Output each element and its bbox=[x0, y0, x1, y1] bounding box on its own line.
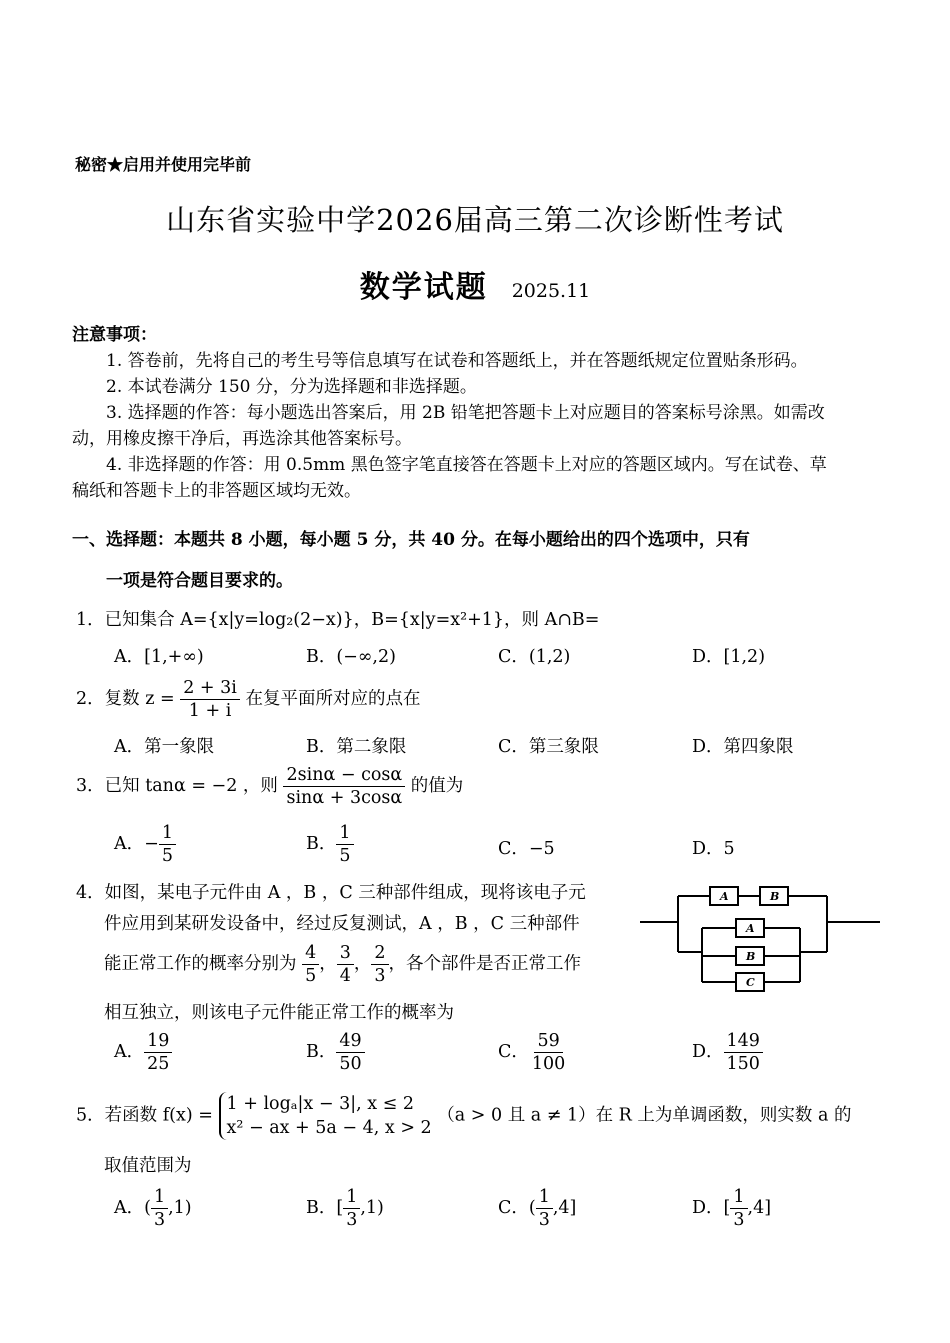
numerator: 2sinα − cosα bbox=[283, 764, 405, 787]
fraction bbox=[337, 942, 354, 987]
numerator: 19 bbox=[144, 1030, 172, 1053]
section-heading-cont: 一项是符合题目要求的。 bbox=[106, 571, 293, 591]
fraction bbox=[371, 942, 388, 987]
numerator: 1 bbox=[336, 822, 353, 845]
option-c bbox=[498, 1030, 568, 1075]
question-text: 如图，某电子元件由 A ，B ，C 三种部件组成，现将该电子元 bbox=[104, 883, 586, 903]
option-d: D．第四象限 bbox=[692, 737, 794, 757]
bracket: [ bbox=[336, 1198, 344, 1218]
question-3 bbox=[76, 764, 463, 809]
numerator: 59 bbox=[534, 1030, 562, 1053]
fraction bbox=[724, 1030, 763, 1075]
fraction bbox=[336, 1030, 364, 1075]
option-label: D． bbox=[692, 1198, 724, 1218]
question-5-line2: 取值范围为 bbox=[104, 1156, 192, 1176]
denominator: 100 bbox=[531, 1054, 566, 1074]
subject-line bbox=[0, 262, 950, 306]
question-number: 4． bbox=[76, 883, 105, 903]
option-a: A．第一象限 bbox=[114, 737, 215, 757]
question-text-pre: 若函数 f(x) = bbox=[104, 1105, 213, 1126]
option-b bbox=[306, 822, 354, 867]
denominator: 50 bbox=[339, 1054, 362, 1074]
option-label: B． bbox=[306, 1042, 337, 1062]
note-item: 1. 答卷前，先将自己的考生号等信息填写在试卷和答题纸上，并在答题纸规定位置贴条形码。 bbox=[106, 351, 808, 371]
question-2 bbox=[76, 677, 420, 722]
case-2: x² − ax + 5a − 4, x > 2 bbox=[226, 1118, 432, 1138]
option-label: A． bbox=[114, 1198, 145, 1218]
question-number: 1． bbox=[76, 610, 105, 630]
bracket: [ bbox=[723, 1198, 731, 1218]
option-b: B．第二象限 bbox=[306, 737, 407, 757]
option-d bbox=[692, 1030, 763, 1075]
denominator: 3 bbox=[538, 1210, 550, 1230]
denominator: sinα + 3cosα bbox=[286, 788, 403, 808]
denominator: 5 bbox=[305, 966, 317, 986]
denominator: 3 bbox=[733, 1210, 745, 1230]
numerator: 149 bbox=[724, 1030, 763, 1053]
diagram-label-c: C bbox=[746, 976, 755, 989]
option-value: 5 bbox=[723, 839, 735, 859]
denominator: 25 bbox=[147, 1054, 170, 1074]
fraction bbox=[180, 677, 240, 722]
note-item: 2. 本试卷满分 150 分，分为选择题和非选择题。 bbox=[106, 377, 477, 397]
option-value: −5 bbox=[528, 839, 555, 859]
diagram-label-b: B bbox=[746, 950, 756, 963]
fraction bbox=[159, 822, 176, 867]
exam-date: 2025.11 bbox=[511, 280, 591, 302]
question-text-post: （a > 0 且 a ≠ 1）在 R 上为单调函数，则实数 a 的 bbox=[437, 1105, 852, 1126]
option-d bbox=[692, 1186, 771, 1231]
confidential-notice: 秘密★启用并使用完毕前 bbox=[75, 155, 252, 174]
question-text-post: 在复平面所对应的点在 bbox=[245, 689, 421, 709]
denominator: 5 bbox=[339, 846, 351, 866]
question-text-pre: 能正常工作的概率分别为 bbox=[104, 954, 297, 974]
denominator: 3 bbox=[346, 1210, 358, 1230]
question-4-line3: 能正常工作的概率分别为 $\frac{4}{5}$ ， $\frac{3}{4}$ ， $\frac{2}{3}$ ，各个部件是否正常工作 bbox=[104, 943, 581, 986]
note-item: 3. 选择题的作答：每小题选出答案后，用 2B 铅笔把答题卡上对应题目的答案标号涂黑。如需改动，用橡皮擦干净后，再选涂其他答案标号。 bbox=[72, 403, 825, 449]
bracket: ,1) bbox=[360, 1198, 384, 1218]
bracket: ,1) bbox=[168, 1198, 192, 1218]
fraction bbox=[529, 1030, 568, 1075]
numerator: 4 bbox=[302, 942, 319, 965]
bracket: ( bbox=[144, 1198, 151, 1218]
case-1: 1 + logₐ|x − 3|, x ≤ 2 bbox=[226, 1094, 415, 1114]
numerator: 3 bbox=[337, 942, 354, 965]
question-text-post: 的值为 bbox=[410, 776, 464, 796]
option-c bbox=[498, 1186, 576, 1231]
option-b: B．(−∞,2) bbox=[306, 647, 396, 667]
piecewise-function bbox=[219, 1092, 432, 1140]
option-c: C．(1,2) bbox=[498, 647, 571, 667]
section-heading: 一、选择题：本题共 8 小题，每小题 5 分，共 40 分。在每小题给出的四个选项中，只有 bbox=[72, 530, 750, 550]
numerator: 1 bbox=[536, 1186, 553, 1209]
option-sign: − bbox=[144, 834, 159, 854]
option-label: B． bbox=[306, 834, 337, 854]
fraction bbox=[536, 1186, 553, 1231]
notes-heading: 注意事项： bbox=[72, 325, 157, 345]
numerator: 2 + 3i bbox=[180, 677, 240, 700]
option-a bbox=[114, 822, 176, 867]
denominator: 4 bbox=[339, 966, 351, 986]
option-a bbox=[114, 1186, 192, 1231]
numerator: 1 bbox=[343, 1186, 360, 1209]
note-item: 4. 非选择题的作答：用 0.5mm 黑色签字笔直接答在答题卡上对应的答题区域内。写在试卷、草稿纸和答题卡上的非答题区域均无效。 bbox=[72, 455, 827, 501]
question-number: 2． bbox=[76, 689, 105, 709]
bracket: ,4] bbox=[747, 1198, 772, 1218]
question-1 bbox=[76, 606, 599, 631]
question-text-pre: 已知 tanα = −2 ，则 bbox=[104, 776, 278, 796]
denominator: 3 bbox=[153, 1210, 166, 1230]
question-number: 5． bbox=[76, 1105, 105, 1126]
diagram-label-b: B bbox=[770, 890, 780, 903]
question-text: 已知集合 A={x|y=log₂(2−x)}，B={x|y=x²+1}，则 A∩B= bbox=[104, 610, 600, 630]
option-d bbox=[692, 835, 735, 860]
denominator: 1 + i bbox=[188, 701, 232, 721]
option-label: C． bbox=[498, 1042, 529, 1062]
question-4 bbox=[76, 879, 586, 904]
notes-block bbox=[72, 322, 832, 504]
fraction bbox=[336, 822, 353, 867]
fraction bbox=[283, 764, 405, 809]
subject-title: 数学试题 bbox=[359, 270, 488, 305]
fraction bbox=[302, 942, 319, 987]
numerator: 1 bbox=[730, 1186, 747, 1209]
option-a bbox=[114, 1030, 172, 1075]
option-d: D．[1,2) bbox=[692, 647, 766, 667]
option-label: D． bbox=[692, 1042, 724, 1062]
diagram-label-a: A bbox=[746, 922, 755, 935]
option-a: A．[1,+∞) bbox=[114, 647, 204, 667]
numerator: 2 bbox=[371, 942, 388, 965]
circuit-diagram bbox=[640, 880, 885, 1000]
option-label: A． bbox=[114, 834, 145, 854]
fraction bbox=[343, 1186, 360, 1231]
option-b bbox=[306, 1186, 384, 1231]
fraction bbox=[151, 1186, 168, 1231]
option-c bbox=[498, 835, 555, 860]
numerator: 49 bbox=[336, 1030, 364, 1053]
bracket: ( bbox=[528, 1198, 536, 1218]
option-label: C． bbox=[498, 1198, 529, 1218]
numerator: 1 bbox=[159, 822, 176, 845]
numerator: 1 bbox=[151, 1186, 168, 1209]
question-text-pre: 复数 z = bbox=[104, 689, 175, 709]
option-b bbox=[306, 1030, 365, 1075]
denominator: 5 bbox=[161, 846, 173, 866]
question-4-line4: 相互独立，则该电子元件能正常工作的概率为 bbox=[104, 1003, 454, 1023]
fraction bbox=[144, 1030, 172, 1075]
denominator: 150 bbox=[726, 1054, 760, 1074]
diagram-label-a: A bbox=[720, 890, 729, 903]
option-c: C．第三象限 bbox=[498, 737, 599, 757]
option-label: A． bbox=[114, 1042, 145, 1062]
question-5 bbox=[76, 1092, 851, 1140]
question-4-line2: 件应用到某研发设备中，经过反复测试，A ，B ，C 三种部件 bbox=[104, 914, 580, 934]
question-number: 3． bbox=[76, 776, 105, 796]
option-label: B． bbox=[306, 1198, 337, 1218]
question-text-post: ，各个部件是否正常工作 bbox=[388, 954, 581, 974]
exam-title: 山东省实验中学2026届高三第二次诊断性考试 bbox=[166, 203, 784, 237]
bracket: ,4] bbox=[552, 1198, 577, 1218]
denominator: 3 bbox=[374, 966, 386, 986]
fraction bbox=[730, 1186, 747, 1231]
option-label: D． bbox=[692, 839, 724, 859]
option-label: C． bbox=[498, 839, 529, 859]
